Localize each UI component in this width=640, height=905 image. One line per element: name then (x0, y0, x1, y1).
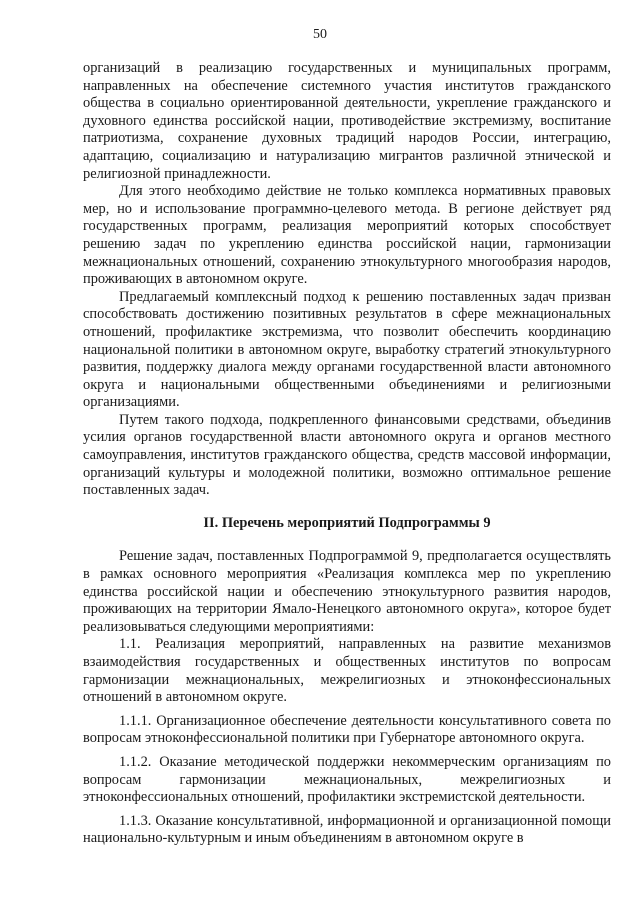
list-item-1-1-1: 1.1.1. Организационное обеспечение деятельности консультативного совета по вопросам этноконфессиональной политики при Губернаторе автономного округа. (83, 712, 611, 747)
list-item-1-1-3: 1.1.3. Оказание консультативной, информационной и организационной помощи национально-культурным и иным объединениям в автономном округе в (83, 812, 611, 847)
section-heading: II. Перечень мероприятий Подпрограммы 9 (203, 514, 491, 531)
paragraph-continuation: организаций в реализацию государственных и муниципальных программ, направленных на обеспечение системного участия институтов гражданского общества в социально ориентированной деятельности, укрепление гражданского и духовного единства российской нации, противодействие экстремизму, воспитание патриотизма, сохранение духовных традиций народов России, интеграцию, адаптацию, социализацию и натурализацию мигрантов различной этнической и религиозной принадлежности. (83, 60, 611, 182)
paragraph: Путем такого подхода, подкрепленного финансовыми средствами, объединив усилия органов государственной власти автономного округа и органов местного самоуправления, институтов гражданского общества, средств массовой информации, организаций культуры и молодежной политики, возможно оптимальное решение поставленных задач. (83, 411, 611, 499)
page-content (83, 60, 611, 848)
paragraph: Решение задач, поставленных Подпрограммой 9, предполагается осуществлять в рамках основного мероприятия «Реализация комплекса мер по укреплению единства российской нации и обеспечению этнокультурного развития народов, проживающих на территории Ямало-Ненецкого автономного округа», которое будет реализовываться следующими мероприятиями: (83, 548, 611, 635)
paragraph: Предлагаемый комплексный подход к решению поставленных задач призван способствовать достижению позитивных результатов в сфере межнациональных отношений, профилактике экстремизма, что позволит обеспечить координацию национальной политики в автономном округе, выработку стратегий этнокультурного развития, поддержку диалога между органами государственной власти автономного округа и национальными общественными объединениями и религиозными организациями. (83, 288, 611, 411)
list-item-1-1: 1.1. Реализация мероприятий, направленных на развитие механизмов взаимодействия государственных и общественных институтов по вопросам гармонизации межнациональных, межрелигиозных и этноконфессиональных отношений в автономном округе. (83, 636, 611, 706)
list-item-1-1-2: 1.1.2. Оказание методической поддержки некоммерческим организациям по вопросам гармонизации межнациональных, межрелигиозных и этноконфессиональных отношений, профилактики экстремистской деятельности. (83, 753, 611, 806)
page-number: 50 (313, 27, 327, 42)
paragraph: Для этого необходимо действие не только комплекса нормативных правовых мер, но и использование программно-целевого метода. В регионе действует ряд государственных программ, реализация мероприятий которых способствует решению задач по укреплению единства российской нации, гармонизации межнациональных отношений, сохранению этнокультурного многообразия народов, проживающих в автономном округе. (83, 183, 611, 288)
